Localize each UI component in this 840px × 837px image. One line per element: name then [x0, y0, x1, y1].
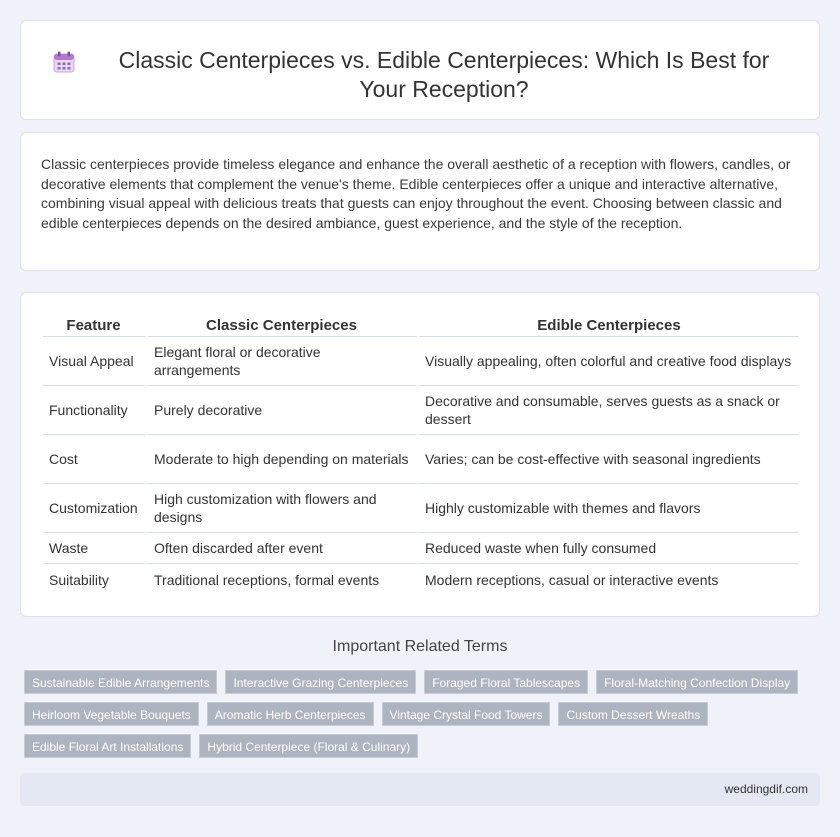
footer-site-name[interactable]: weddingdif.com [724, 782, 808, 796]
row-feature: Cost [43, 435, 148, 484]
table-row [43, 337, 799, 386]
related-term-tag[interactable]: Floral-Matching Confection Display [596, 670, 798, 694]
intro-paragraph: Classic centerpieces provide timeless elegance and enhance the overall aesthetic of a reception with flowers, candles, or decorative elements that complement the venue's theme. Edible centerpieces offer a unique and interactive alternative, combining visual appeal with delicious treats that guests can enjoy throughout the event. Choosing between classic and edible centerpieces depends on the desired ambiance, guest experience, and the style of the reception. [41, 156, 791, 231]
intro-card [20, 132, 820, 271]
table-row [43, 435, 799, 484]
row-edible: Decorative and consumable, serves guests as a snack or dessert [419, 386, 799, 435]
table-header-row [43, 314, 799, 337]
row-feature: Suitability [43, 564, 148, 595]
row-edible: Reduced waste when fully consumed [419, 533, 799, 564]
row-classic: Elegant floral or decorative arrangements [148, 337, 419, 386]
calendar-icon [51, 49, 77, 75]
row-classic: Moderate to high depending on materials [148, 435, 419, 484]
table-row [43, 386, 799, 435]
row-edible: Highly customizable with themes and flavors [419, 484, 799, 533]
row-classic: Traditional receptions, formal events [148, 564, 419, 595]
table-row [43, 533, 799, 564]
row-feature: Visual Appeal [43, 337, 148, 386]
related-term-tag[interactable]: Vintage Crystal Food Towers [382, 702, 551, 726]
related-term-tag[interactable]: Interactive Grazing Centerpieces [225, 670, 416, 694]
row-classic: Purely decorative [148, 386, 419, 435]
table-row [43, 564, 799, 595]
table-row [43, 484, 799, 533]
footer [20, 773, 820, 806]
related-terms-heading: Important Related Terms [332, 638, 508, 655]
page-title: Classic Centerpieces vs. Edible Centerpieces: Which Is Best for Your Reception? [118, 47, 770, 102]
row-classic: Often discarded after event [148, 533, 419, 564]
related-term-tag[interactable]: Custom Dessert Wreaths [558, 702, 708, 726]
row-feature: Waste [43, 533, 148, 564]
header-feature: Feature [43, 314, 148, 337]
row-edible: Visually appealing, often colorful and creative food displays [419, 337, 799, 386]
title-card [20, 20, 820, 120]
row-feature: Customization [43, 484, 148, 533]
related-term-tag[interactable]: Foraged Floral Tablescapes [424, 670, 588, 694]
row-edible: Varies; can be cost-effective with seasonal ingredients [419, 435, 799, 484]
comparison-table [43, 314, 799, 595]
related-term-tag[interactable]: Heirloom Vegetable Bouquets [24, 702, 199, 726]
row-edible: Modern receptions, casual or interactive events [425, 571, 719, 588]
header-edible: Edible Centerpieces [419, 314, 799, 337]
row-classic: High customization with flowers and designs [148, 484, 419, 533]
related-term-tag[interactable]: Edible Floral Art Installations [24, 734, 191, 758]
related-term-tag[interactable]: Sustainable Edible Arrangements [24, 670, 217, 694]
header-classic: Classic Centerpieces [148, 314, 419, 337]
related-term-tag[interactable]: Aromatic Herb Centerpieces [207, 702, 374, 726]
row-feature: Functionality [43, 386, 148, 435]
comparison-card [20, 292, 820, 617]
related-term-tag[interactable]: Hybrid Centerpiece (Floral & Culinary) [199, 734, 418, 758]
related-terms-list [24, 670, 804, 758]
